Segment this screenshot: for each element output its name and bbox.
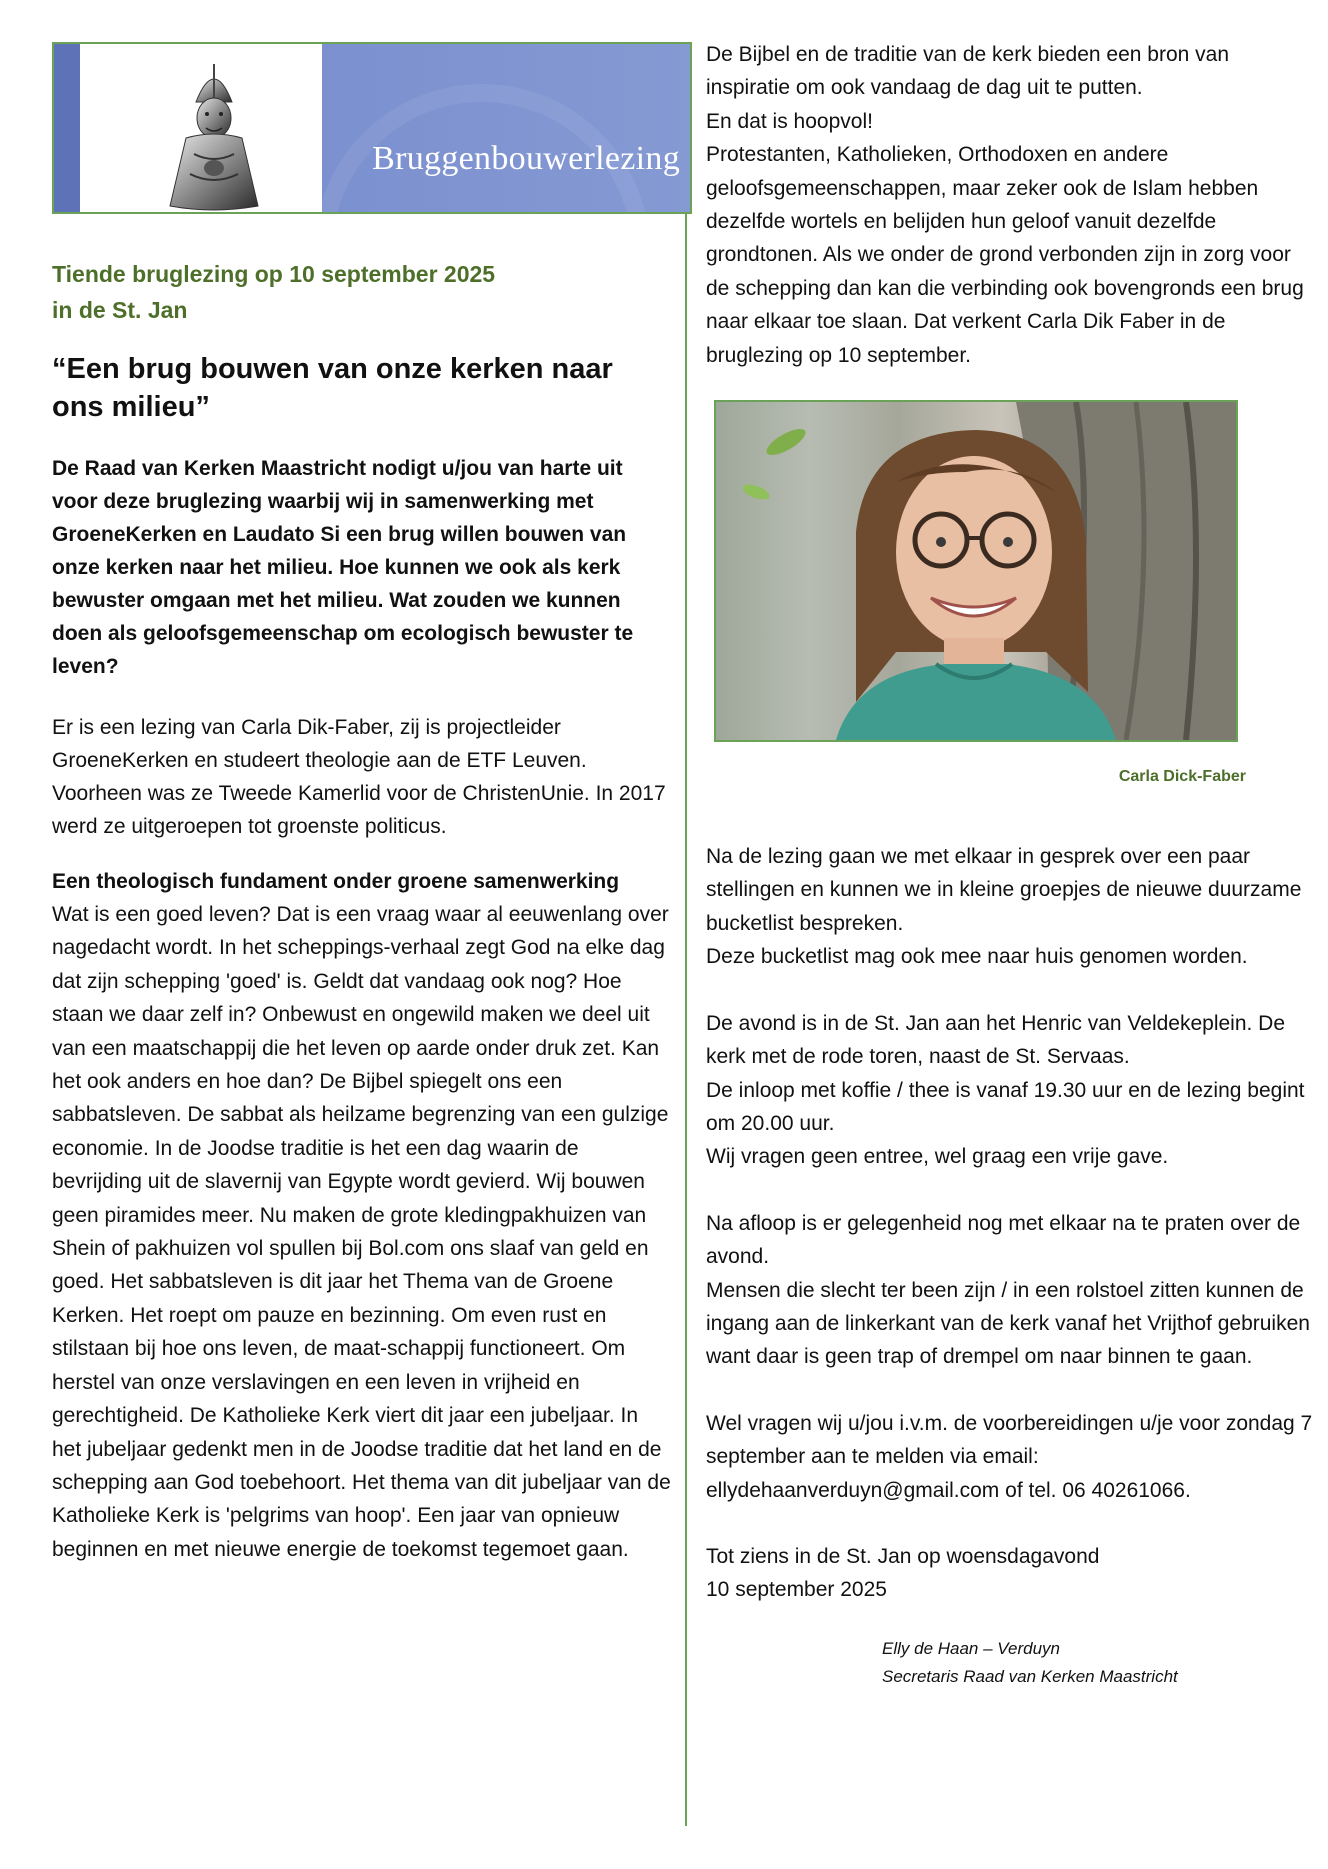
right-paragraph-1: De Bijbel en de traditie van de kerk bieden een bron van inspiratie om ook vandaag de dag uit te putten. (706, 43, 1230, 100)
venue-paragraph: De avond is in de St. Jan aan het Henric van Veldekeplein. De kerk met de rode toren, naast de St. Servaas. (706, 1011, 1286, 1069)
registration-paragraph: Wel vragen wij u/jou i.v.m. de voorbereidingen u/je voor zondag 7 september aan te melden via email: ellydehaanverduyn@gmail.com of tel. 06 40261066. (706, 1411, 1313, 1502)
closing-line-1: Tot ziens in de St. Jan op woensdagavond (706, 1544, 1100, 1568)
right-paragraph-3: Protestanten, Katholieken, Orthodoxen en andere geloofsgemeenschappen, maar zeker ook de Islam hebben dezelfde wortels en belijden hun geloof vanuit dezelfde grondtonen. Als we onder de grond verbonden zijn in zorg voor de schepping dan kan die verbinding ook bovengronds een brug naar elkaar toe slaan. Dat verkent Carla Dik Faber in de bruglezing op 10 september. (706, 143, 1304, 367)
column-divider (685, 44, 687, 1826)
right-column (706, 38, 1316, 1691)
right-paragraph-2: En dat is hoopvol! (706, 109, 873, 133)
afterwards-paragraph: Na afloop is er gelegenheid nog met elkaar na te praten over de avond. (706, 1211, 1301, 1269)
signature-name: Elly de Haan – Verduyn (882, 1638, 1060, 1658)
banner-title: Bruggenbouwerlezing (372, 140, 680, 177)
discussion-block (706, 840, 1316, 974)
photo-caption: Carla Dick-Faber (1118, 768, 1246, 786)
time-paragraph: De inloop met koffie / thee is vanaf 19.30 uur en de lezing begint om 20.00 uur. (706, 1078, 1305, 1135)
left-column (52, 42, 680, 1566)
event-title-line2: in de St. Jan (52, 297, 188, 323)
section-body: Wat is een goed leven? Dat is een vraag waar al eeuwenlang over nagedacht wordt. In het scheppings-verhaal zegt God na elke dag dat zijn schepping 'goed' is. Geldt dat vandaag ook nog? Hoe staan we daar zelf in? Onbewust en ongewild maken we deel uit van een maatschappij die het leven op aarde onder druk zet. Kan het ook anders en hoe dan? De Bijbel spiegelt ons een sabbatsleven. De sabbat als heilzame begrenzing van een gulzige economie. In de Joodse traditie is het een dag waarin de bevrijding uit de slavernij van Egypte wordt gevierd. Wij bouwen geen piramides meer. Nu maken de grote kledingpakhuizen van Shein of pakhuizen vol spullen bij Bol.com ons slaaf van geld en goed. Het sabbatsleven is dit jaar het Thema van de Groene Kerken. Het roept om pauze en bezinning. Om even rust en stilstaan bij hoe ons leven, de maat-schappij functioneert. Om herstel van onze verslavingen en een leven in vrijheid en gerechtigheid. De Katholieke Kerk viert dit jaar een jubeljaar. In het jubeljaar gedenkt men in de Joodse traditie dat het land en de schepping aan God toebehoort. Het thema van dit jubeljaar van de Katholieke Kerk is 'pelgrims van hoop'. Een jaar van opnieuw beginnen en met nieuwe energie de toekomst tegemoet gaan. (52, 903, 671, 1561)
event-title-line1: Tiende bruglezing op 10 september 2025 (52, 261, 496, 287)
event-title (52, 256, 672, 328)
signature-block (882, 1635, 1316, 1691)
header-banner (52, 42, 692, 214)
entry-paragraph: Wij vragen geen entree, wel graag een vrije gave. (706, 1145, 1169, 1169)
signature-role: Secretaris Raad van Kerken Maastricht (882, 1666, 1178, 1686)
bishop-statue-image (134, 54, 294, 212)
main-title: “Een brug bouwen van onze kerken naar ons milieu” (52, 353, 613, 423)
accessibility-paragraph: Mensen die slecht ter been zijn / in een rolstoel zitten kunnen de ingang aan de linkerkant van de kerk vanaf het Vrijthof gebruiken want daar is geen trap of drempel om naar binnen te gaan. (706, 1278, 1310, 1369)
speaker-paragraph: Er is een lezing van Carla Dik-Faber, zij is projectleider GroeneKerken en studeert theologie aan de ETF Leuven. Voorheen was ze Tweede Kamerlid voor de ChristenUnie. In 2017 werd ze uitgeroepen tot groenste politicus. (52, 716, 666, 838)
intro-paragraph: De Raad van Kerken Maastricht nodigt u/jou van harte uit voor deze bruglezing waarbij wij in samenwerking met GroeneKerken en Laudato Si een brug willen bouwen van onze kerken naar het milieu. Hoe kunnen we ook als kerk bewuster omgaan met het milieu. Wat zouden we kunnen doen als geloofsgemeenschap om ecologisch bewuster te leven? (52, 457, 634, 678)
portrait-image (716, 402, 1236, 740)
after-lecture-paragraph: Na de lezing gaan we met elkaar in gesprek over een paar stellingen en kunnen we in kleine groepjes de nieuwe duurzame bucketlist bespreken. (706, 845, 1302, 935)
speaker-photo (714, 400, 1238, 742)
bucketlist-paragraph: Deze bucketlist mag ook mee naar huis genomen worden. (706, 945, 1248, 969)
section-heading: Een theologisch fundament onder groene samenwerking (52, 870, 620, 893)
closing-line-2: 10 september 2025 (706, 1578, 887, 1602)
